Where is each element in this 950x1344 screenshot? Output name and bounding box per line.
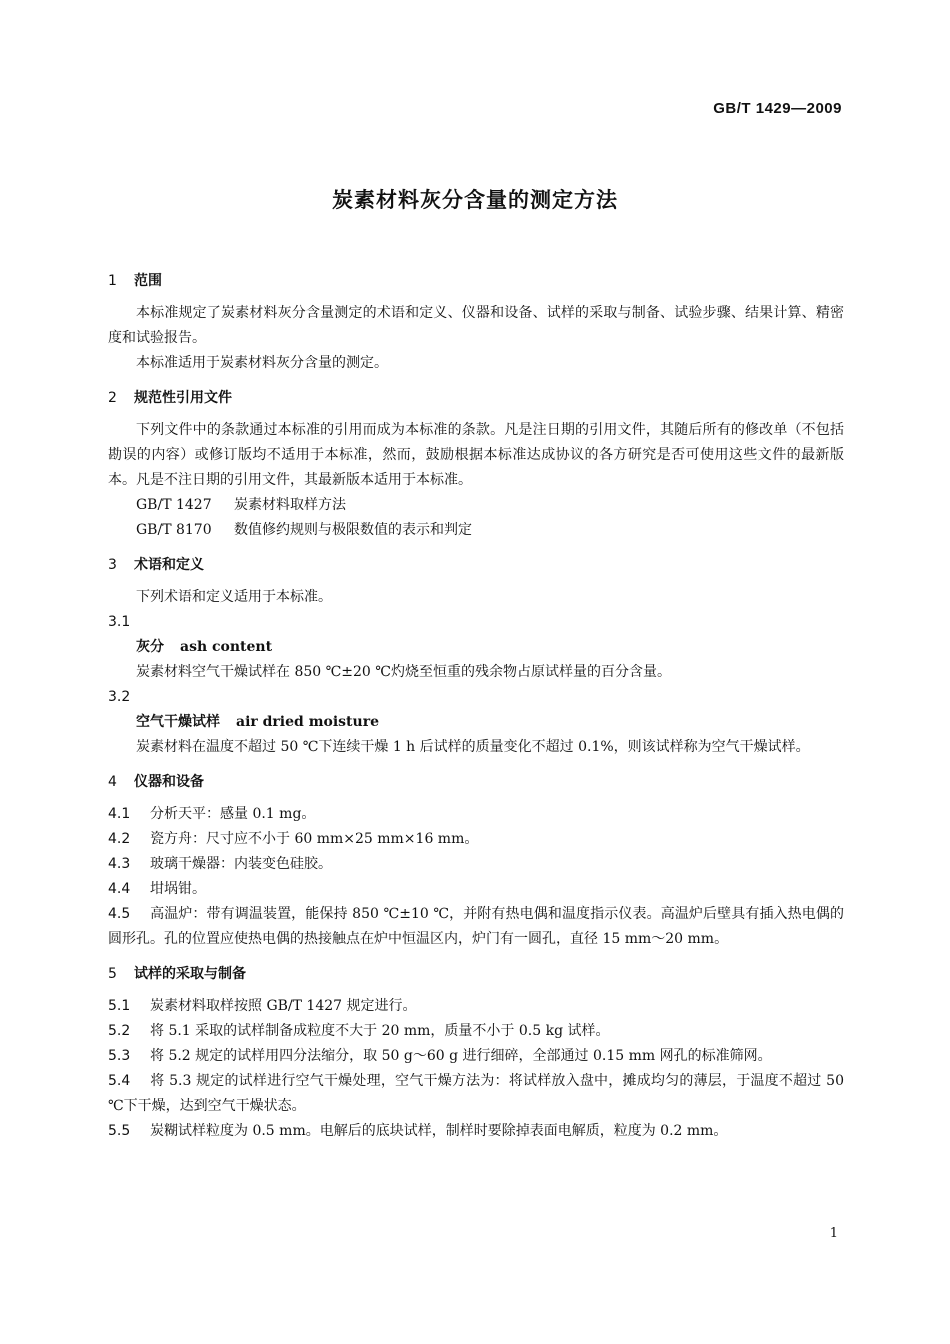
clause-number: 5.1: [108, 998, 131, 1014]
clause-number: 5.2: [108, 1023, 131, 1039]
section-heading-1: [108, 269, 844, 293]
clause-item: [108, 902, 844, 952]
clause-item: [108, 877, 844, 902]
clause-number: 4.4: [108, 881, 131, 897]
term-definition: 炭素材料在温度不超过 50 ℃下连续干燥 1 h 后试样的质量变化不超过 0.1%，则该试样称为空气干燥试样。: [136, 739, 810, 755]
clause-text: 将 5.2 规定的试样用四分法缩分，取 50 g～60 g 进行细碎，全部通过 0.15 mm 网孔的标准筛网。: [150, 1048, 772, 1064]
clause-number: 4.3: [108, 856, 131, 872]
section-title: 仪器和设备: [134, 774, 204, 790]
paragraph: 下列术语和定义适用于本标准。: [136, 589, 332, 605]
reference-code: GB/T 8170: [136, 522, 212, 538]
clause-item: [108, 852, 844, 877]
clause-item: [108, 994, 844, 1019]
clause-number: 5.4: [108, 1073, 131, 1089]
section-number: 3: [108, 557, 117, 573]
normative-reference: [108, 518, 844, 543]
section-heading-5: [108, 962, 844, 986]
clause-number: 4.5: [108, 906, 131, 922]
document-title: 炭素材料灰分含量的测定方法: [332, 188, 618, 212]
clause-text: 将 5.1 采取的试样制备成粒度不大于 20 mm，质量不小于 0.5 kg 试样。: [150, 1023, 610, 1039]
term-heading: [108, 710, 844, 735]
standard-code: GB/T 1429—2009: [713, 100, 842, 117]
section-title: 范围: [134, 273, 162, 289]
paragraph: 本标准规定了炭素材料灰分含量测定的术语和定义、仪器和设备、试样的采取与制备、试验步骤、结果计算、精密度和试验报告。: [108, 305, 844, 346]
section-heading-3: [108, 553, 844, 577]
clause-text: 分析天平：感量 0.1 mg。: [150, 806, 316, 822]
page-number: 1: [829, 1226, 838, 1241]
section-title: 规范性引用文件: [134, 390, 232, 406]
section-title: 术语和定义: [134, 557, 204, 573]
clause-text: 高温炉：带有调温装置，能保持 850 ℃±10 ℃，并附有热电偶和温度指示仪表。高温炉后壁具有插入热电偶的圆形孔。孔的位置应使热电偶的热接触点在炉中恒温区内，炉门有一圆孔，直径 15 mm～20 mm。: [108, 906, 844, 947]
clause-text: 玻璃干燥器：内装变色硅胶。: [150, 856, 332, 872]
clause-item: [108, 827, 844, 852]
section-number: 2: [108, 390, 117, 406]
section-title: 试样的采取与制备: [134, 966, 246, 982]
term-zh: 空气干燥试样: [136, 714, 220, 730]
clause-text: 坩埚钳。: [150, 881, 206, 897]
normative-reference: [108, 493, 844, 518]
section-number: 4: [108, 774, 117, 790]
section-heading-4: [108, 770, 844, 794]
clause-text: 炭糊试样粒度为 0.5 mm。电解后的底块试样，制样时要除掉表面电解质，粒度为 0.2 mm。: [150, 1123, 728, 1139]
term-en: air dried moisture: [236, 714, 379, 730]
clause-text: 瓷方舟：尺寸应不小于 60 mm×25 mm×16 mm。: [150, 831, 479, 847]
clause-item: [108, 1044, 844, 1069]
reference-title: 数值修约规则与极限数值的表示和判定: [234, 522, 472, 538]
term-number: 3.2: [108, 689, 131, 705]
clause-item: [108, 802, 844, 827]
section-heading-2: [108, 386, 844, 410]
clause-number: 4.1: [108, 806, 131, 822]
section-number: 5: [108, 966, 117, 982]
clause-item: [108, 1069, 844, 1119]
clause-text: 将 5.3 规定的试样进行空气干燥处理，空气干燥方法为：将试样放入盘中，摊成均匀的薄层，于温度不超过 50 ℃下干燥，达到空气干燥状态。: [108, 1073, 844, 1114]
term-heading: [108, 635, 844, 660]
term-en: ash content: [180, 639, 273, 655]
term-number: 3.1: [108, 614, 131, 630]
term-definition: 炭素材料空气干燥试样在 850 ℃±20 ℃灼烧至恒重的残余物占原试样量的百分含量。: [136, 664, 671, 680]
paragraph: 下列文件中的条款通过本标准的引用而成为本标准的条款。凡是注日期的引用文件，其随后所有的修改单（不包括勘误的内容）或修订版均不适用于本标准，然而，鼓励根据本标准达成协议的各方研究是否可使用这些文件的最新版本。凡是不注日期的引用文件，其最新版本适用于本标准。: [108, 422, 844, 488]
reference-title: 炭素材料取样方法: [234, 497, 346, 513]
clause-number: 5.5: [108, 1123, 131, 1139]
term-zh: 灰分: [136, 639, 164, 655]
paragraph: 本标准适用于炭素材料灰分含量的测定。: [136, 355, 388, 371]
document-body: [108, 269, 844, 1144]
clause-item: [108, 1119, 844, 1144]
clause-item: [108, 1019, 844, 1044]
section-number: 1: [108, 273, 117, 289]
clause-text: 炭素材料取样按照 GB/T 1427 规定进行。: [150, 998, 417, 1014]
reference-code: GB/T 1427: [136, 497, 212, 513]
clause-number: 4.2: [108, 831, 131, 847]
clause-number: 5.3: [108, 1048, 131, 1064]
